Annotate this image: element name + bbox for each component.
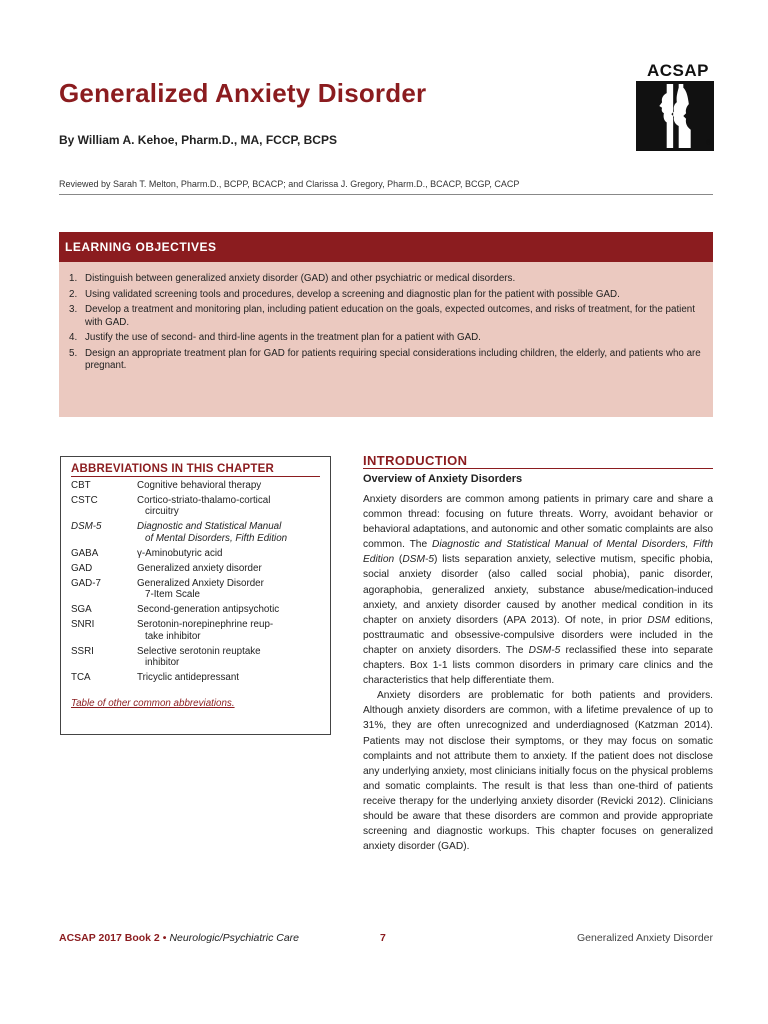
abbr-term: CBT: [71, 480, 91, 491]
item-text: Develop a treatment and monitoring plan, including patient education on the goals, expected outcomes, and risks of treatment, for the patient with GAD.: [85, 304, 695, 328]
abbr-term: SGA: [71, 604, 92, 616]
abbr-definition: Selective serotonin reuptake inhibitor: [137, 645, 261, 669]
learning-objectives-box: [59, 262, 713, 417]
abbr-definition: γ-Aminobutyric acid: [137, 547, 223, 559]
table-row: [71, 548, 320, 560]
item-number: 3.: [69, 304, 78, 315]
abbreviations-box: [60, 456, 331, 735]
item-number: 1.: [69, 273, 78, 284]
item-number: 4.: [69, 332, 78, 343]
acsap-logo: [636, 62, 720, 154]
table-row: [71, 672, 320, 684]
learning-objectives-heading: LEARNING OBJECTIVES: [59, 232, 713, 262]
abbr-term: SNRI: [71, 619, 95, 631]
table-row: [71, 578, 320, 601]
abbr-term: GAD-7: [71, 577, 101, 589]
learning-objectives-list: [69, 273, 701, 373]
acsap-faces-icon: [636, 81, 714, 151]
other-abbreviations-link[interactable]: Table of other common abbreviations.: [71, 697, 235, 709]
abbr-definition: Cognitive behavioral therapy: [137, 480, 262, 491]
table-row: [71, 495, 320, 518]
list-item: [69, 289, 701, 302]
table-row: [71, 646, 320, 669]
abbr-definition: Generalized Anxiety Disorder 7-Item Scale: [137, 577, 264, 601]
table-row: [71, 480, 320, 492]
abbr-definition: Generalized anxiety disorder: [137, 562, 262, 574]
list-item: [69, 348, 701, 373]
page-title: Generalized Anxiety Disorder: [59, 78, 427, 108]
table-row: [71, 521, 320, 544]
list-item: [69, 332, 701, 345]
abbr-term: GAD: [71, 562, 93, 574]
footer-publication: [59, 932, 299, 944]
registered-mark: ®: [705, 140, 711, 147]
abbreviations-heading: ABBREVIATIONS IN THIS CHAPTER: [71, 463, 320, 477]
item-text: Design an appropriate treatment plan for GAD for patients requiring special considerations including children, the elderly, and patients who are pregnant.: [85, 347, 701, 371]
header-divider: [59, 194, 713, 195]
abbr-term: GABA: [71, 547, 99, 559]
list-item: [69, 273, 701, 286]
table-row: [71, 604, 320, 616]
footer-book: Book 2: [124, 932, 160, 944]
item-number: 2.: [69, 288, 78, 300]
author-byline: By William A. Kehoe, Pharm.D., MA, FCCP, BCPS: [59, 133, 337, 147]
table-row: [71, 619, 320, 642]
paragraph: Anxiety disorders are problematic for both patients and providers. Although anxiety disorders are common, with a lifetime prevalence of up to 31%, they are often unrecognized and underdiagnosed (Katzman 2014). Patients may not disclose their symptoms, or they may focus on somatic complaints and not attribute them to anxiety. If the patient does not disclose any underlying anxiety, most clinicians initially focus on the physical problems and somatic complaints. The result is that less than one-third of patients receive therapy for the underlying anxiety disorder (Revicki 2012). Clinicians should be aware that these disorders are common and provide appropriate screening and diagnostic workups. This chapter focuses on generalized anxiety disorder (GAD).: [363, 690, 713, 853]
item-number: 5.: [69, 347, 78, 359]
introduction-divider: [363, 468, 713, 469]
page-number: 7: [380, 932, 386, 944]
abbr-definition: Cortico-striato-thalamo-cortical circuitry: [137, 494, 271, 518]
introduction-body: [363, 492, 713, 854]
abbr-definition: Tricyclic antidepressant: [137, 671, 239, 683]
introduction-heading: INTRODUCTION: [363, 453, 468, 468]
abbr-term: SSRI: [71, 645, 94, 657]
abbr-definition: Second-generation antipsychotic: [137, 604, 280, 616]
item-text: Justify the use of second- and third-line agents in the treatment plan for a patient with GAD.: [85, 332, 481, 343]
item-text: Distinguish between generalized anxiety disorder (GAD) and other psychiatric or medical disorders.: [85, 273, 516, 284]
logo-text: ACSAP: [646, 61, 709, 80]
paragraph: Anxiety disorders are common among patients in primary care and share a common thread: focusing on future threats. Worry, avoidant behavior or behavioral adaptations, and autonomic and other somatic complaints are also common. The Diagnostic and Statistical Manual of Mental Disorders, Fifth Edition (DSM-5) lists separation anxiety, selective mutism, specific phobia, social anxiety disorder (also called social phobia), panic disorder, agoraphobia, generalized anxiety, substance abuse/medication-induced anxiety, and anxiety disorder caused by another medical condition in its chapter on anxiety disorders (APA 2013). Of note, in prior DSM editions, posttraumatic and obsessive-compulsive disorders were included in the chapter on anxiety disorders. The DSM-5 reclassified these into separate chapters. Box 1-1 lists common disorders in primary care clinics and the characteristics that help differentiate them.: [363, 494, 714, 687]
abbreviations-table: [71, 480, 320, 684]
footer-section: Neurologic/Psychiatric Care: [169, 932, 300, 944]
footer-chapter-title: Generalized Anxiety Disorder: [577, 932, 713, 944]
abbr-definition: Diagnostic and Statistical Manual of Mental Disorders, Fifth Edition: [137, 521, 288, 544]
abbr-definition: Serotonin-norepinephrine reup- take inhibitor: [137, 619, 274, 642]
footer-brand: ACSAP 2017: [59, 932, 122, 944]
abbr-term: TCA: [71, 671, 91, 683]
footer-separator: •: [162, 932, 167, 944]
item-text: Using validated screening tools and procedures, develop a screening and diagnostic plan for the patient with possible GAD.: [85, 288, 620, 300]
list-item: [69, 304, 701, 329]
abbr-term: DSM-5: [71, 521, 102, 533]
reviewers-line: Reviewed by Sarah T. Melton, Pharm.D., BCPP, BCACP; and Clarissa J. Gregory, Pharm.D., BCACP, BCGP, CACP: [59, 179, 520, 189]
table-row: [71, 563, 320, 575]
overview-subheading: Overview of Anxiety Disorders: [363, 473, 523, 485]
abbr-term: CSTC: [71, 494, 98, 506]
